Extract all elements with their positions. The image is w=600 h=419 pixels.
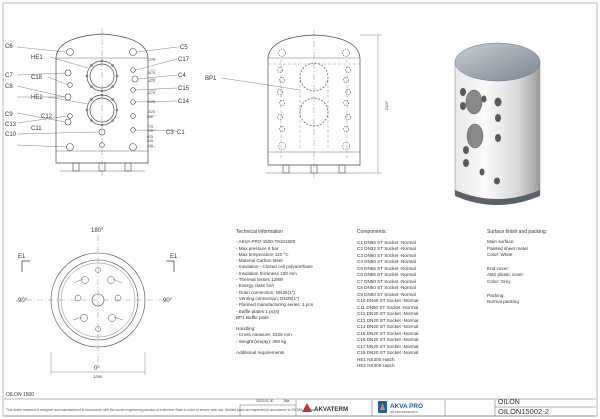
- dim-diameter: 1250: [93, 374, 102, 379]
- component-item: C5 DN65 ST Socket -Normal: [357, 265, 416, 271]
- side-view: [222, 30, 382, 178]
- component-item: C6 DN65 ST Socket -Normal: [357, 272, 416, 277]
- model-name: OILON 1500: [6, 392, 35, 398]
- surface-title: Surface finish and packing:: [487, 229, 548, 235]
- side-foot: [283, 165, 289, 173]
- label-c11: C11: [31, 126, 42, 132]
- tech-line: - Planned manufacturing series: 1 pcs: [236, 302, 314, 308]
- surface-finish-block: [487, 229, 547, 306]
- socket-c4: [132, 76, 138, 82]
- dim-1275: 1275: [147, 91, 155, 95]
- tech-line: - Venting connection: DN25(1"): [236, 295, 300, 301]
- socket-c10: [67, 144, 74, 151]
- socket-hidden: [343, 50, 350, 57]
- socket-hidden: [343, 143, 350, 150]
- component-item: C7 DN50 ST Socket -Normal: [357, 278, 416, 284]
- component-item: C17 DN20 ST Socket -Normal: [357, 343, 419, 349]
- iso-socket: [495, 134, 501, 142]
- label-c6: C6: [5, 44, 13, 50]
- technical-information-block: [236, 229, 313, 356]
- handling-title: Handling:: [236, 326, 256, 332]
- component-item: C10 DN65 ST Socket -Normal: [357, 298, 419, 303]
- footer-note: This drawn released is designed and manufactured in accordance with the sound engineering practice of a Member State in order to ensure safe use. Welded joints are inspected in accordance to EN 583. - Class C: [6, 408, 318, 412]
- dim-1025: 1025: [147, 110, 155, 114]
- isometric-view: [455, 43, 540, 205]
- dim-950: 950: [147, 115, 153, 119]
- iso-socket: [463, 146, 469, 154]
- label-c5: C5: [180, 45, 188, 51]
- component-item: C8 DN50 ST Socket -Normal: [357, 285, 416, 290]
- iso-socket: [460, 88, 466, 96]
- dim-775: 775: [147, 125, 153, 129]
- socket-hidden: [343, 77, 348, 82]
- tech-line: - Thermal losses 128W: [236, 277, 284, 283]
- component-item: C16 DN20 ST Socket -Normal: [357, 337, 419, 342]
- label-c15: C15: [178, 86, 190, 92]
- akvapro-logo: [378, 401, 423, 414]
- component-item: C3 DN50 ST Socket -Normal: [357, 252, 416, 258]
- akvaterm-wordmark: AKVATERM: [314, 406, 349, 413]
- leader-line: [136, 88, 177, 90]
- component-item: HE1 NS300 Hatch: [357, 356, 395, 362]
- label-c4: C4: [178, 73, 186, 79]
- socket-hidden: [345, 67, 350, 72]
- socket-hidden: [279, 143, 286, 150]
- end-cover-title: End cover:: [487, 266, 509, 272]
- components-block: [357, 229, 418, 370]
- socket-hidden: [345, 114, 350, 119]
- dim-725: 725: [147, 129, 153, 133]
- socket-hidden: [343, 126, 348, 131]
- leader-line-bp1: [222, 78, 300, 90]
- leader-line: [48, 77, 68, 85]
- socket-hidden: [277, 114, 282, 119]
- tech-line: - Insulation - Closed cell polyurethane: [236, 264, 313, 270]
- component-item: C12 DN20 ST Socket -Normal: [357, 311, 419, 316]
- tech-line: BP1 Baffle plate: [236, 314, 269, 320]
- component-item: C9 DN50 ST Socket -Normal: [357, 291, 416, 297]
- end-cover-line: Color: Grey: [487, 278, 511, 284]
- iso-socket: [480, 169, 485, 176]
- socket-c18: [68, 83, 73, 88]
- socket-hidden: [279, 50, 286, 57]
- socket-hidden: [279, 126, 284, 131]
- tech-line: - Max pressure 6 bar: [236, 245, 279, 251]
- akvapro-subtitle: ON PRO PRODUCTS: [390, 410, 418, 414]
- label-c3: C3: [166, 130, 174, 136]
- dim-1475: 1475: [147, 79, 155, 83]
- dim-overall-height: 2107: [384, 101, 389, 110]
- section-label-left: E1: [18, 254, 26, 260]
- dim-1175: 1175: [147, 100, 155, 104]
- iso-socket: [495, 98, 502, 107]
- component-item: C18 DN20 ST Socket -Normal: [357, 350, 419, 355]
- label-c8: C8: [5, 84, 13, 90]
- tech-line: - Max temperature 110 °C: [236, 251, 289, 257]
- top-socket: [82, 277, 89, 284]
- main-surface-line: Color: White: [487, 251, 513, 257]
- technical-information-title: Technical information: [236, 229, 283, 235]
- dim-1675: 1675: [147, 71, 155, 75]
- packing-line: Normal packing: [487, 299, 519, 305]
- label-c1: C1: [177, 130, 185, 136]
- leader-line: [136, 101, 177, 102]
- socket-c17: [131, 68, 136, 73]
- iso-socket: [495, 114, 501, 122]
- leader-line: [48, 97, 88, 104]
- socket-c6: [67, 49, 74, 56]
- socket-hidden: [279, 100, 284, 105]
- end-cover-line: ABS plastic cover: [487, 272, 523, 278]
- socket-c12: [131, 114, 136, 119]
- socket-c7: [65, 70, 71, 76]
- iso-hatch-he1: [466, 90, 482, 114]
- iso-socket: [460, 102, 466, 110]
- label-c18: C18: [31, 75, 43, 81]
- main-surface-title: Main surface:: [487, 239, 515, 245]
- component-item: C14 DN20 ST Socket -Normal: [357, 324, 419, 329]
- component-item: C2 DN32 ST Socket -Normal: [357, 246, 416, 251]
- packing-title: Packing:: [487, 293, 505, 299]
- top-socket: [108, 277, 115, 284]
- components-title: Components:: [357, 229, 387, 235]
- top-view-labels: [16, 228, 178, 379]
- socket-c9: [65, 119, 71, 125]
- label-he1: HE1: [31, 55, 43, 61]
- angle-0: 0°: [94, 366, 100, 372]
- angle-minus-90: -90°: [16, 298, 28, 304]
- label-c9: C9: [5, 112, 13, 118]
- socket-hidden: [279, 77, 284, 82]
- component-item: C15 DN20 ST Socket -Normal: [357, 330, 419, 336]
- top-socket: [109, 315, 116, 322]
- leader-line: [138, 75, 177, 79]
- leader-line: [17, 132, 99, 134]
- tech-line: - AKVA PRO 1500-T9101500: [236, 239, 296, 245]
- socket-hidden: [277, 67, 282, 72]
- socket-hidden: [277, 89, 282, 94]
- handling-line: - Weight (empty): 390 kg: [236, 338, 287, 344]
- additional-requirements: Additional requirements: [236, 350, 285, 356]
- section-label-right: E1: [170, 254, 178, 260]
- handling-line: - Cross measure: 2328 mm: [236, 332, 292, 338]
- socket-c13: [68, 114, 73, 119]
- tech-line: - Material Carbon steel: [236, 258, 283, 264]
- leader-line: [137, 47, 178, 52]
- dim-625: 625: [147, 135, 153, 139]
- tech-line: - Insulation thickness 100 mm: [236, 270, 297, 276]
- angle-180: 180°: [91, 228, 104, 234]
- front-foot: [125, 163, 131, 171]
- component-item: C11 DN50 ST Socket -Normal: [357, 304, 419, 310]
- side-foot: [339, 165, 345, 173]
- dim-445: 445: [147, 144, 153, 148]
- tech-line: - Energy class N/A: [236, 283, 275, 289]
- iso-hatch-he2: [467, 124, 483, 148]
- front-foot: [73, 163, 79, 171]
- label-c10: C10: [5, 132, 17, 138]
- iso-socket: [482, 96, 487, 103]
- component-item: C4 DN50 ST Socket -Normal: [357, 259, 416, 264]
- component-item: C13 DN20 ST Socket -Normal: [357, 317, 419, 323]
- angle-90: 90°: [163, 298, 173, 304]
- company-name: OILON: [498, 399, 520, 406]
- label-bp1: BP1: [205, 76, 217, 82]
- label-he2: HE2: [31, 95, 43, 101]
- dim-1775: 1775: [147, 58, 155, 62]
- tech-line: - Drain connection: DN25(1"): [236, 289, 295, 295]
- top-socket: [81, 315, 88, 322]
- label-c17: C17: [178, 57, 190, 63]
- iso-socket: [494, 178, 500, 185]
- iso-socket: [463, 159, 469, 167]
- dim-545: 545: [147, 139, 153, 143]
- label-c12: C12: [41, 114, 53, 120]
- drawing-date: 2023-01-30: [256, 399, 274, 403]
- socket-c5: [130, 49, 137, 56]
- socket-c3: [131, 128, 136, 133]
- component-item: HE2 NS300 Hatch: [357, 363, 395, 368]
- label-c14: C14: [178, 99, 190, 105]
- top-view: [22, 235, 174, 375]
- socket-c1: [130, 144, 137, 151]
- socket-hidden: [343, 100, 348, 105]
- socket-c14: [131, 100, 136, 105]
- component-item: C1 DN65 ST Socket -Normal: [357, 239, 416, 245]
- label-c7: C7: [5, 73, 13, 79]
- socket-hidden: [345, 89, 350, 94]
- drawing-initials: JMa: [283, 399, 290, 403]
- main-surface-line: Painted sheet metal: [487, 245, 528, 251]
- label-c13: C13: [5, 122, 17, 128]
- leader-line: [136, 59, 177, 70]
- drawing-code: OILON15002-2: [498, 407, 549, 416]
- akvapro-wordmark: AKVA PRO: [390, 403, 424, 410]
- iso-tank-top-cover: [455, 43, 540, 81]
- leader-line: [17, 145, 67, 147]
- tech-line: - Baffle plates 1 pc(s): [236, 308, 280, 314]
- socket-c8: [65, 94, 71, 100]
- front-height-dims: [147, 58, 155, 148]
- socket-c15: [131, 88, 136, 93]
